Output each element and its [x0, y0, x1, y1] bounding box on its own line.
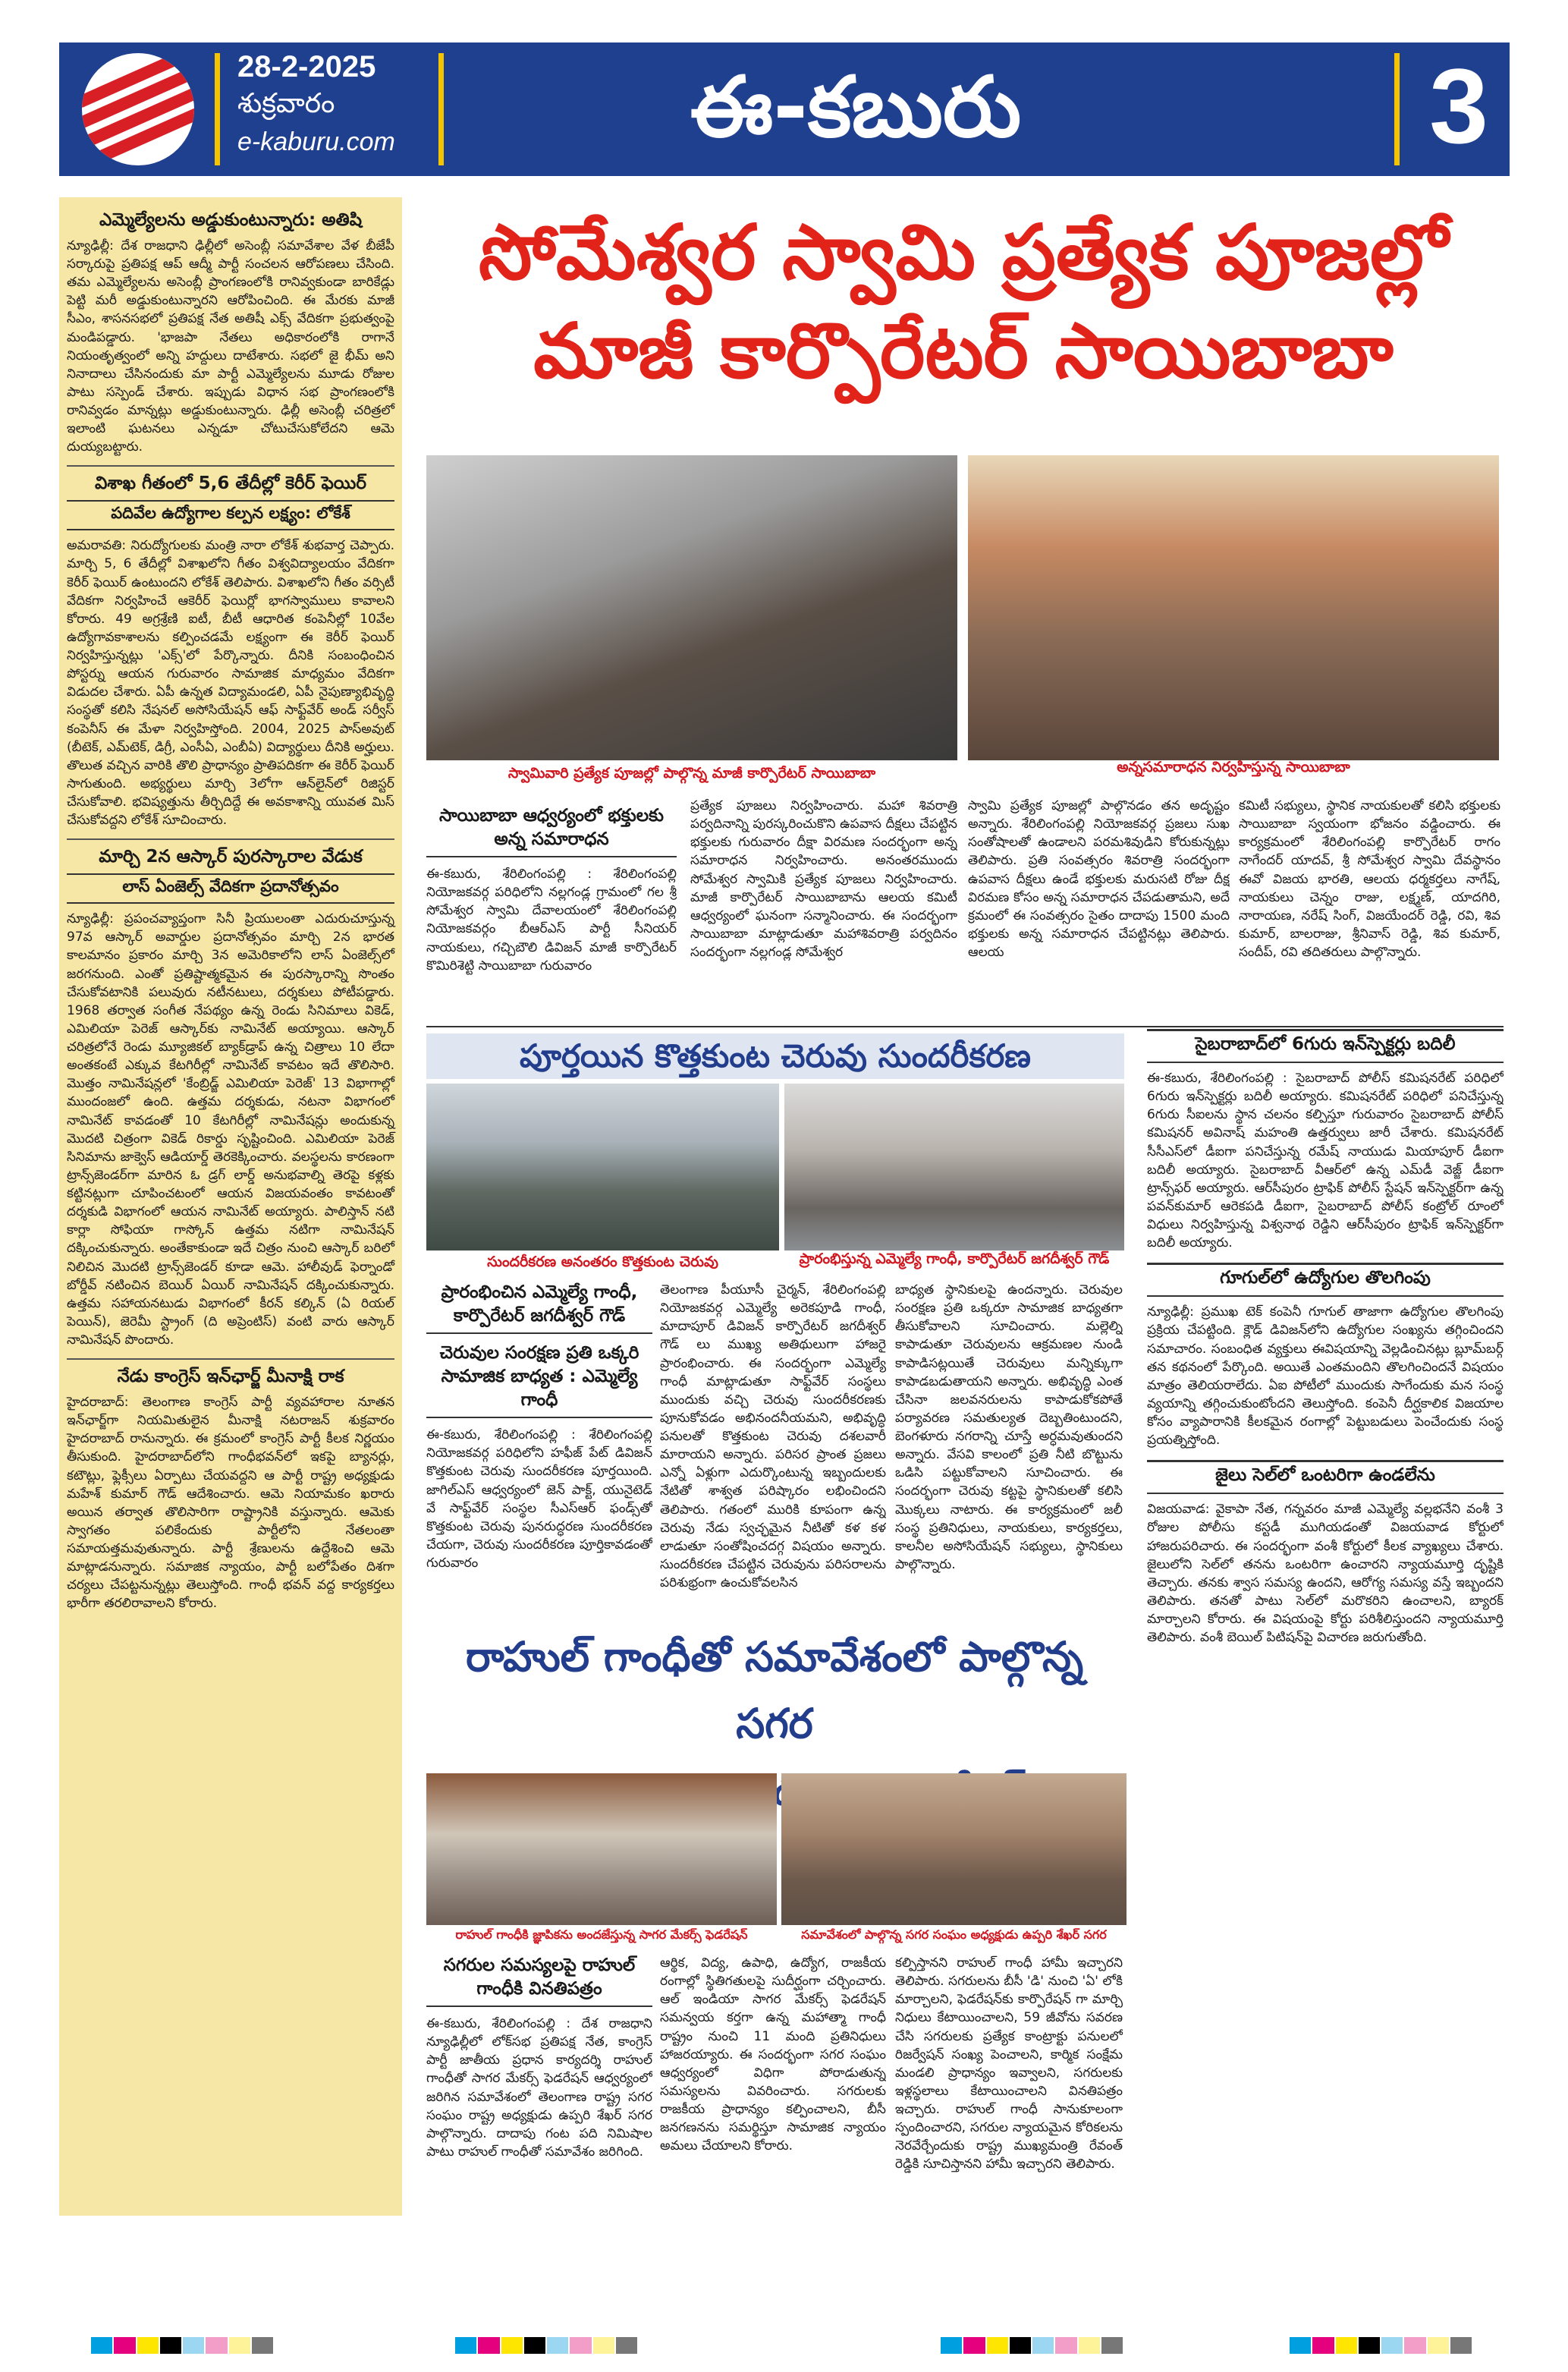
story-body: బాధ్యత స్థానికులపై ఉందన్నారు. చెరువుల సంరక్షణ ప్రతి ఒక్కరూ సామాజిక బాధ్యతగా తీసుకోవాలని సూచించారు. మల్లెల్ని కాపాడుతూ చెరువులను ఆక్రమణల నుండి కాపాడిసట్లయితే చెరువులు మన్నిక్కుగా కాపాడబడుతాయని అన్నారు. అభివృద్ధి ఎంత చేసినా జలవనరులను కాపాడుకోకపోతే పర్యావరణ సమతుల్యత దెబ్బతింటుందని, బెంగళూరు నగరాన్ని చూస్తే అర్ధమవుతుందని అన్నారు. వేసవి కాలంలో ప్రతి నీటి బొట్టును ఒడిసి పట్టుకోవాలని సూచించారు. ఈ సందర్భంగా చెరువు కట్టపై స్థానికులతో కలిసి మొక్కలు నాటారు. ఈ కార్యక్రమంలో జలీ సంస్థ ప్రతినిధులు, నాయకులు, కార్యకర్తలు, కాలనీల అసోసియేషన్ సభ్యులు, స్థానికులు పాల్గొన్నారు.	[895, 1282, 1123, 1572]
section-headline: పూర్తయిన కొత్తకుంట చెరువు సుందరీకరణ	[426, 1033, 1124, 1079]
story-column	[660, 1281, 886, 1615]
article-headline: విశాఖ గీతంలో 5,6 తేదీల్లో కెరీర్ ఫెయిర్	[94, 473, 367, 494]
article-body: న్యూఢిల్లీ: ప్రపంచవ్యాప్తంగా సినీ ప్రియులంతా ఎదురుచూస్తున్న 97వ ఆస్కార్ అవార్డుల ప్రదానోత్సవం మార్చి 2న భారత కాలమానం ప్రకారం మార్చి 3న అమెరికాలోని లాస్ ఏంజెల్స్‌లో జరగనుంది. ఎంతో ప్రతిష్టాత్మకమైన ఈ పురస్కారాన్ని సొంతం చేసుకోవటానికి పలువురు నటీనటులు, దర్శకులు పోటీపడ్డారు. 1968 తర్వాత సంగీత నేపథ్యం ఉన్న రెండు సినిమాలు వికెడ్, ఎమిలియా పెరెజ్ ఆస్కార్‌కు నామినేట్ అయ్యాయి. ఆస్కార్ చరిత్రలోనే రెండు మ్యూజికల్ బ్యాక్‌డ్రాప్ ఉన్న చిత్రాలు 10 లేదా అంతకంటే ఎక్కువ కేటగిరీల్లో నామినేట్ కావటం ఇదే తొలిసారి. మొత్తం నామినేషన్లలో 'కేంబ్రిడ్జ్ ఎమిలియా పెరెజ్' 13 విభాగాల్లో ముందంజలో ఉంది. ఉత్తమ దర్శకుడు, నటనా విభాగంలో నామినేట్ కావడంతో 10 కేటగిరీల్లో నామినేషన్లు అందుకున్న మొదటి చిత్రంగా వికెడ్ రికార్డు సృష్టించింది. ఎమిలియా పెరెజ్ సినిమాను జాక్వెస్ ఆడియార్డ్ తెరకెక్కించారు. వలస్థలను కారణంగా ట్రాన్స్‌జెండర్‌గా మారిన ఓ డ్రగ్ లార్డ్ అనుభవాల్ని తెరపై కళ్లకు కట్టినట్లుగా చూపించటంలో ఆయన విజయవంతం కావటంతో దర్శకుడి విభాగంలో ఆయన నామినేట్ అయ్యారు. పాలిస్తాన్ నటి కార్లా సోఫియా గాస్కోన్ ఉత్తమ నటిగా నామినేషన్ దక్కించుకున్నారు. అంతేకాకుండా ఇదే చిత్రం నుంచి ఆస్కార్ బరిలో నిలిచిన మొదటి ట్రాన్స్‌జెండర్ కూడా ఆమె. హాలీవుడ్ ఫెర్నాండో బోర్డీవ్ నటించిన బెయిర్ ఏయిర్ నామినేషన్ దక్కించుకున్నారు. ఉత్తమ సహాయనటుడు విభాగంలో కీరన్ కల్కిన్ (ఏ రియల్ పెయిన్), జెరెమీ స్ట్రాంగ్ (ది అప్రెంటిస్) వంటి వారు ఆస్కార్ నామినేషన్ పొందారు.	[67, 911, 394, 1348]
article-subheadline: పదివేల ఉద్యోగాల కల్పన లక్ష్యం: లోకేశ్	[67, 500, 394, 530]
story-body: కల్పిస్తానని రాహుల్ గాంధీ హామీ ఇచ్చారని తెలిపారు. సగరులను బీసీ 'డి' నుంచి 'ఏ' లోకి మార్చాలని, ఫెడరేషన్‌కు కార్పొరేషన్ గా మార్చి నిధులు కేటాయించాలని, 59 జీవోను సవరణ చేసి సగరులకు ప్రత్యేక కాంట్రాక్టు పనులలో రిజర్వేషన్ సంఖ్య పెంచాలని, కార్మిక సంక్షేమ మండలి ప్రాధాన్యం ఇవ్వాలని, సగరులకు ఇళ్లస్థలాలు కేటాయించాలని వినతిపత్రం ఇచ్చారు. రాహుల్ గాంధీ సానుకూలంగా స్పందించారని, సగరుల న్యాయమైన కోరికలను నెరవేర్చేందుకు రాష్ట్ర ముఖ్యమంత్రి రేవంత్ రెడ్డికి సూచిస్తానని హామీ ఇచ్చారని తెలిపారు.	[895, 1955, 1123, 2172]
masthead	[59, 42, 1510, 176]
article-subheadline: లాస్ ఏంజెల్స్ వేదికగా ప్రదానోత్సవం	[67, 873, 394, 904]
color-bar	[91, 2337, 273, 2354]
photo-caption: ప్రారంభిస్తున్న ఎమ్మెల్యే గాంధీ, కార్పొరేటర్ జగదీశ్వర్ గౌడ్	[799, 1250, 1110, 1267]
print-registration-strip	[0, 2337, 1568, 2360]
story-column	[895, 1954, 1123, 2311]
story-body: ఈ-కబురు, శేరిలింగంపల్లి : శేరిలింగంపల్లి నియోజకవర్గ పరిధిలోని నల్లగండ్ల గ్రామంలో గల శ్రీ సోమేశ్వర స్వామి దేవాలయంలో శేరిలింగంపల్లి నియోజకవర్గం బీఆర్ఎస్ పార్టీ సీనియర్ నాయకులు, గచ్చిబౌలి డివిజన్ మాజీ కార్పొరేటర్ కొమిరిశెట్టి సాయిబాబా గురువారం	[426, 867, 677, 974]
article-body: ఈ-కబురు, శేరిలింగంపల్లి : సైబరాబాద్ పోలీస్ కమిషనరేట్ పరిధిలో 6గురు ఇన్‌స్పెక్టర్లు బదిలీ అయ్యారు. కమిషనరేట్ పరిధిలో పనిచేస్తున్న 6గురు సీఐలను స్థాన చలనం కల్పిస్తూ గురువారం సైబరాబాద్ పోలీస్ కమిషనర్ అవినాష్ మహంతి ఉత్తర్వులు జారీ చేశారు. కమిషనరేట్ సీసీఎస్‌లో డీఐగా పనిచేస్తున్న రమేష్ నాయుడు మియాపూర్ డీఐగా బదిలీ అయ్యారు. సైబరాబాద్ వీఆర్‌లో ఉన్న ఎమ్‌డీ వెజ్జ్ డీఐగా ట్రాన్స్‌ఫర్ అయ్యారు. ఆర్‌సీపురం ట్రాఫిక్ పోలీస్ స్టేషన్ ఇన్‌స్పెక్టర్‌గా ఉన్న పవన్‌కుమార్ ఆరెకపడి డీఐగా, సైబరాబాద్ పోలీస్ కంట్రోల్ రూంలో విధులు నిర్వహిస్తున్న విశ్వనాథ రెడ్డిని ఆర్‌సీపురం ట్రాఫిక్ ఇన్‌స్పెక్టర్‌గా బదిలీ అయ్యారు.	[1147, 1071, 1504, 1251]
article-headline: ఎమ్మెల్యేలను అడ్డుకుంటున్నారు: అతిషి	[99, 210, 362, 230]
story-column	[690, 797, 957, 1024]
story-column	[968, 797, 1230, 1024]
story-subheadline: సగరుల సమస్యలపై రాహుల్ గాంధీకి వినతిపత్రం	[426, 1954, 652, 2007]
lake-photo	[426, 1084, 779, 1250]
article-body: హైదరాబాద్: తెలంగాణ కాంగ్రెస్ పార్టీ వ్యవహారాల నూతన ఇన్‌ఛార్జ్‌గా నియమితులైన మీనాక్షి నటరాజన్ శుక్రవారం హైదరాబాద్ రానున్నారు. ఈ క్రమంలో కాంగ్రెస్ పార్టీ కీలక నిర్ణయం తీసుకుంది. హైదరాబాద్‌లోని గాంధీభవన్‌లో ఇకపై బ్యానర్లు, కటౌట్లు, ఫ్లెక్సీలు ఏర్పాటు చేయవద్దని ఆ పార్టీ రాష్ట్ర అధ్యక్షుడు మహేశ్ కుమార్ గౌడ్ ఆదేశించారు. ఆమె నియామకం ఖరారు అయిన తర్వాత తొలిసారిగా రాష్ట్రానికి వస్తున్నారు. ఆమెకు స్వాగతం పలికేందుకు పార్టీలోని నేతలంతా సమాయత్తమవుతున్నారు. పార్టీ శ్రేణులను ఉద్దేశించి ఆమె మాట్లాడనున్నారు. సమాజిక న్యాయం, పార్టీ బలోపేతం దిశగా చర్యలు చేపట్టనున్నట్లు తెలుస్తోంది. గాంధీ భవన్ వద్ద కార్యకర్తలు భారీగా తరలిరావాలని కోరారు.	[67, 1395, 394, 1612]
story-body: ఆర్థిక, విద్య, ఉపాధి, ఉద్యోగ, రాజకీయ రంగాల్లో స్థితిగతులపై సుదీర్ఘంగా చర్చించారు. ఆల్ ఇండియా సాగర మేకర్స్ ఫెడరేషన్ సమన్వయ కర్తగా ఉన్న మహాత్మా గాంధీ రాష్ట్రం నుంచి 11 మంది ప్రతినిధులు హాజరయ్యారు. ఈ సందర్భంగా సగర సంఘం ఆధ్వర్యంలో విధిగా పోరాడుతున్న సమస్యలను వివరించారు. సగరులకు రాజకీయ ప్రాధాన్యం కల్పించాలని, బీసీ జనగణనను సమర్థిస్తూ సామాజిక న్యాయం అమలు చేయాలని కోరారు.	[660, 1955, 886, 2154]
photo-caption: సమావేశంలో పాల్గొన్న సగర సంఘం అధ్యక్షుడు ఉప్పరి శేఖర్ సగర	[801, 1927, 1107, 1942]
section-rule	[426, 1026, 1504, 1027]
story-column	[1239, 797, 1500, 1024]
issue-day: శుక్రవారం	[237, 88, 335, 119]
story-column	[660, 1954, 886, 2311]
article-body: న్యూఢిల్లీ: దేశ రాజధాని ఢిల్లీలో అసెంబ్లీ సమావేశాల వేళ బీజేపీ సర్కారుపై ప్రతిపక్ష ఆప్ ఆద్మీ పార్టీ సంచలన ఆరోపణలు చేసింది. తమ ఎమ్మెల్యేలను అసెంబ్లీ ప్రాంగణంలోకి రానివ్వకుండా బారికేడ్లు పెట్టి మరీ అడ్డుకుంటున్నారని ఆరోపించింది. ఈ మేరకు మాజీ సీఎం, శాసనసభలో ప్రతిపక్ష నేత అతిషీ ఎక్స్ వేదికగా ప్రభుత్వంపై మండిపడ్డారు. 'భాజపా నేతలు అధికారంలోకి రాగానే నియంతృత్వంలో అన్ని హద్దులు దాటేశారు. సభలో జై భీమ్ అని నినాదాలు చేసినందుకు మా పార్టీ ఎమ్మెల్యేలను మూడు రోజుల పాటు సస్పెండ్ చేశారు. ఇప్పుడు విధాన సభ ప్రాంగణంలోకి రానివ్వడం మాన్నట్లు అడ్డుకుంటున్నారు. ఢిల్లీ అసెంబ్లీ చరిత్రలో ఇలాంటి ఘటనలు ఎన్నడూ చోటుచేసుకోలేదని ఆమె దుయ్యబట్టారు.	[67, 238, 394, 455]
story-body: ఈ-కబురు, శేరిలింగంపల్లి : శేరిలింగంపల్లి నియోజకవర్గ పరిధిలోని హఫీజ్ పేట్ డివిజన్ కొత్తకుంట చెరువు సుందరీకరణ పూర్తయింది. జాగిల్ఎస్ ఆధ్వర్యంలో జెన్ పాక్ట్, యునైటెడ్ వే సాఫ్ట్‌వేర్ సంస్థల సీఎస్ఆర్ ఫండ్స్‌తో కొత్తకుంట చెరువు పునరుద్ధరణ సుందరీకరణ చేయగా, చెరువు సుందరీకరణ పూర్తికావడంతో గురువారం	[426, 1427, 652, 1571]
article-headline: మార్చి 2న ఆస్కార్ పురస్కారాల వేడుక	[99, 847, 363, 867]
section-headline-line: రాహుల్ గాంధీతో సమావేశంలో పాల్గొన్న సగర	[465, 1633, 1084, 1748]
color-bar	[1290, 2337, 1472, 2354]
story-subheadline: సాయిబాబా ఆధ్వర్యంలో భక్తులకు అన్న సమారాధన	[426, 804, 677, 857]
page-number: 3	[1429, 46, 1488, 165]
issue-date: 28-2-2025	[237, 50, 376, 83]
article-headline: గూగుల్‌లో ఉద్యోగుల తొలగింపు	[1147, 1263, 1504, 1297]
lead-headline	[425, 203, 1502, 401]
ekaburu-logo-icon	[82, 53, 194, 165]
photo-caption: అన్నసమారాధన నిర్వహిస్తున్న సాయిబాబా	[1117, 759, 1350, 775]
color-bar	[455, 2337, 637, 2354]
divider	[67, 1358, 394, 1360]
lead-headline-line: మాజీ కార్పొరేటర్ సాయిబాబా	[533, 307, 1394, 395]
inauguration-photo	[784, 1084, 1124, 1250]
temple-puja-photo	[426, 455, 957, 760]
newspaper-title: ఈ-కబురు	[658, 58, 1053, 156]
story-body: ఈ-కబురు, శేరిలింగంపల్లి : దేశ రాజధాని న్యూఢిల్లీలో లోక్‌సభ ప్రతిపక్ష నేత, కాంగ్రెస్ పార్టీ జాతీయ ప్రధాన కార్యదర్శి రాహుల్ గాంధీతో సాగర మేకర్స్ ఫెడరేషన్ ఆధ్వర్యంలో జరిగిన సమావేశంలో తెలంగాణ రాష్ట్ర సగర సంఘం రాష్ట్ర అధ్యక్షుడు ఉప్పరి శేఖర్ సగర పాల్గొన్నారు. దాదాపు గంట పది నిమిషాల పాటు రాహుల్ గాంధీతో సమావేశం జరిగింది.	[426, 2016, 652, 2160]
article-body: అమరావతి: నిరుద్యోగులకు మంత్రి నారా లోకేశ్ శుభవార్త చెప్పారు. మార్చి 5, 6 తేదీల్లో విశాఖలోని గీతం విశ్వవిద్యాలయం వేదికగా కెరీర్ ఫెయిర్ ఉంటుందని లోకేశ్ తెలిపారు. విశాఖలోని గీతం వర్సిటీ వేదికగా నిర్వహించే ఆకెరీర్ ఫెయిర్లో భాగస్వాములు కావాలని కోరారు. 49 అగ్రశ్రేణి ఐటీ, బీటీ ఆధారిత కంపెనీల్లో 10వేల ఉద్యోగావకాశాలను కల్పించడమే లక్ష్యంగా ఈ కెరీర్ ఫెయిర్ నిర్వహిస్తున్నట్లు 'ఎక్స్'లో పేర్కొన్నారు. దీనికి సంబంధించిన పోస్టర్ను ఆయన గురువారం సామాజిక మాధ్యమం వేదికగా విడుదల చేశారు. ఏపీ ఉన్నత విద్యామండలి, ఏపీ నైపుణ్యాభివృద్ధి సంస్థతో కలిసి నేషనల్ అసోసియేషన్ ఆఫ్ సాఫ్ట్‌వేర్ అండ్ సర్వీస్ కంపెనీస్ ఈ మేళా నిర్వహిస్తోంది. 2004, 2025 పాస్‌అవుట్ (బీటెక్, ఎమ్‌టెక్, డిగ్రీ, ఎంసీఏ, ఎంబీఏ) విద్యార్థులు దీనికి అర్హులు. తొలుత వచ్చిన వారికి తొలి ప్రాధాన్యం ప్రాతిపదికగా ఈ కెరీర్ ఫెయిర్ సాగుతుంది. అభ్యర్థులు మార్చి 3లోగా ఆన్‌లైన్‌లో రిజిస్టర్ చేసుకోవాలి. భవిష్యత్తును తీర్చిదిద్దే ఈ అవకాశాన్ని యువత మిస్ చేసుకోవద్దని లోకేశ్ సూచించారు.	[67, 538, 394, 829]
sagara-meeting-photo	[781, 1773, 1127, 1925]
story-subheadline: ప్రారంభించిన ఎమ్మెల్యే గాంధీ, కార్పొరేటర్ జగదీశ్వర్ గౌడ్	[426, 1281, 652, 1334]
divider	[67, 465, 394, 467]
article-headline: సైబరాబాద్‌లో 6గురు ఇన్‌స్పెక్టర్లు బదిలీ	[1147, 1029, 1504, 1063]
photo-caption: సుందరీకరణ అనంతరం కొత్తకుంట చెరువు	[487, 1254, 718, 1270]
right-column	[1147, 1029, 1504, 2213]
lead-headline-line: సోమేశ్వర స్వామి ప్రత్యేక పూజల్లో	[479, 208, 1448, 297]
article-body: విజయవాడ: వైకాపా నేత, గన్నవరం మాజీ ఎమ్మెల్యే వల్లభనేని వంశీ 3 రోజుల పోలీసు కస్టడీ ముగియడంతో విజయవాడ కోర్టులో హాజరుపరిచారు. ఈ సందర్భంగా వంశీ కోర్టులో కీలక వ్యాఖ్యలు చేశారు. జైలులోని సెల్‌లో తనను ఒంటరిగా ఉంచారని న్యాయమూర్తి దృష్టికి తెచ్చారు. తనకు శ్వాస సమస్య ఉందని, ఆరోగ్య సమస్య వస్తే ఇబ్బందని తెలిపారు. తనతో పాటు సెల్‌లో మరొకరిని ఉంచాలని, బ్యారక్ మార్చాలని కోరారు. ఈ విషయంపై కోర్టు పరిశీలిస్తుందని న్యాయమూర్తి తెలిపారు. వంశీ బెయిల్ పిటిషన్‌పై విచారణ జరుగుతోంది.	[1147, 1502, 1504, 1646]
annadanam-photo	[968, 455, 1499, 760]
masthead-divider	[438, 53, 444, 165]
article-body: న్యూఢిల్లీ: ప్రముఖ టెక్ కంపెనీ గూగుల్ తాజాగా ఉద్యోగుల తొలగింపు ప్రక్రియ చేపట్టింది. క్లౌడ్ డివిజన్‌లోని ఉద్యోగుల సంఖ్యను తగ్గించిందని సమాచారం. సంబంధిత వ్యక్తులు ఈవిషయాన్ని వెల్లడించినట్లు బ్లూమ్‌బర్గ్ తన కథనంలో పేర్కొంది. అయితే ఎంతమందిని తొలగించిందనే విషయం మాత్రం తెలియరాలేదు. ఏఐ పోటీలో ముందుకు సాగేందుకు మన సంస్థ వ్యయాన్ని తగ్గించుకుంటోందని తెలుస్తోంది. కంపెనీ దీర్ఘకాలిక విజయాల కోసం వ్యాపారానికి కీలకమైన రంగాల్లో పెట్టుబడులు పెంచేందుకు సంస్థ ప్రయత్నిస్తోంది.	[1147, 1304, 1504, 1449]
story-body: స్వామి ప్రత్యేక పూజల్లో పాల్గొనడం తన అదృష్టం అన్నారు. శేరిలింగంపల్లి నియోజకవర్గ ప్రజలు సుఖ సంతోషాలతో ఉండాలని పరమశివుడిని కోరుకున్నట్లు తెలిపారు. ప్రతి సంవత్సరం శివరాత్రి సందర్భంగా ఉపవాస దీక్షలు ఉండే భక్తులకు మరుసటి రోజు దీక్ష విరమణ కోసం అన్న సమారాధన చేపడుతామని, అదే క్రమంలో ఈ సంవత్సరం సైతం దాదాపు 1500 మంది భక్తులకు అన్న సమారాధన చేపట్టినట్లు తెలిపారు. ఆలయ	[968, 798, 1230, 960]
site-url: e-kaburu.com	[237, 127, 395, 156]
rahul-meeting-photo	[426, 1773, 777, 1925]
article-headline: జైలు సెల్‌లో ఒంటరిగా ఉండలేను	[1147, 1460, 1504, 1494]
photo-caption: రాహుల్ గాంధీకి జ్ఞాపికను అందజేస్తున్న సాగర మేకర్స్ ఫెడరేషన్	[455, 1927, 748, 1942]
story-column	[426, 1954, 652, 2311]
color-bar	[941, 2337, 1123, 2354]
divider	[67, 838, 394, 840]
article-headline: నేడు కాంగ్రెస్ ఇన్‌ఛార్జ్ మీనాక్షి రాక	[117, 1367, 344, 1387]
story-subheadline: చెరువుల సంరక్షణ ప్రతి ఒక్కరి సామాజిక బాధ్యత : ఎమ్మెల్యే గాంధీ	[426, 1342, 652, 1418]
left-sidebar	[59, 197, 402, 2216]
story-column	[426, 804, 677, 1024]
story-column	[895, 1281, 1123, 1615]
story-body: తెలంగాణ పీయూసీ చైర్మన్, శేరిలింగంపల్లి నియోజకవర్గ ఎమ్మెల్యే అరెకపూడి గాంధీ, మాదాపూర్ డివిజన్ కార్పొరేటర్ జగదీశ్వర్ గౌడ్ లు ముఖ్య అతిథులుగా హాజరై ప్రారంభించారు. ఈ సందర్భంగా ఎమ్మెల్యే గాంధీ మాట్లాడుతూ సాఫ్ట్‌వేర్ సంస్థలు ముందుకు వచ్చి చెరువు సుందరీకరణకు పూనుకోవడం అభినందనీయమని, అభివృద్ధి పనులతో కొత్తకుంట చెరువు దశలవారీ మారాయని అన్నారు. పరిసర ప్రాంత ప్రజలు ఎన్నో ఏళ్లుగా ఎదుర్కొంటున్న ఇబ్బందులకు నేటితో శాశ్వత పరిష్కారం లభించిందని తెలిపారు. గతంలో మురికి కూపంగా ఉన్న చెరువు నేడు స్వచ్ఛమైన నీటితో కళ కళ లాడుతూ సంతోషించదగ్గ విషయం అన్నారు. సుందరీకరణ చేపట్టిన చెరువును పరిసరాలను పరిశుభ్రంగా ఉంచుకోవలసిన	[660, 1282, 886, 1590]
masthead-divider	[1394, 53, 1400, 165]
story-body: ప్రత్యేక పూజలు నిర్వహించారు. మహా శివరాత్రి పర్వదినాన్ని పురస్కరించుకొని ఉపవాస దీక్షలు చేపట్టిన భక్తులకు గురువారం దీక్షా విరమణ సందర్భంగా అన్న సమారాధన నిర్వహించారు. అనంతరముందు సోమేశ్వర స్వామికి ప్రత్యేక పూజలు నిర్వహించారు. మాజీ కార్పొరేటర్ సాయిబాబాను ఆలయ కమిటీ ఆధ్వర్యంలో ఘనంగా సన్మానించారు. ఈ సందర్భంగా సాయిబాబా మాట్లాడుతూ మహాశివరాత్రి పర్వదినం సందర్భంగా నల్లగండ్ల సోమేశ్వర	[690, 798, 957, 960]
story-column	[426, 1281, 652, 1615]
story-body: కమిటీ సభ్యులు, స్థానిక నాయకులతో కలిసి భక్తులకు సాయిబాబా స్వయంగా భోజనం వడ్డించారు. ఈ కార్యక్రమంలో శేరిలింగంపల్లి కార్పొరేటర్ రాగం నాగేందర్ యాదవ్, శ్రీ సోమేశ్వర స్వామి దేవస్థానం ఈవో విజయ భారతి, ఆలయ ధర్మకర్తలు నాగేష్, నాయకులు చెన్నం రాజు, లక్ష్మణ్, యాదగిరి, నారాయణ, నరేష్ సింగ్, విజయేందర్ రెడ్డి, రవి, శివ కుమార్, బాలరాజు, శ్రీనివాస్ రెడ్డి, శివ కుమార్, సందీప్, రవి తదితరులు పాల్గొన్నారు.	[1239, 798, 1500, 960]
masthead-divider	[215, 53, 220, 165]
photo-caption: స్వామివారి ప్రత్యేక పూజల్లో పాల్గొన్న మాజీ కార్పొరేటర్ సాయిబాబా	[507, 765, 876, 782]
